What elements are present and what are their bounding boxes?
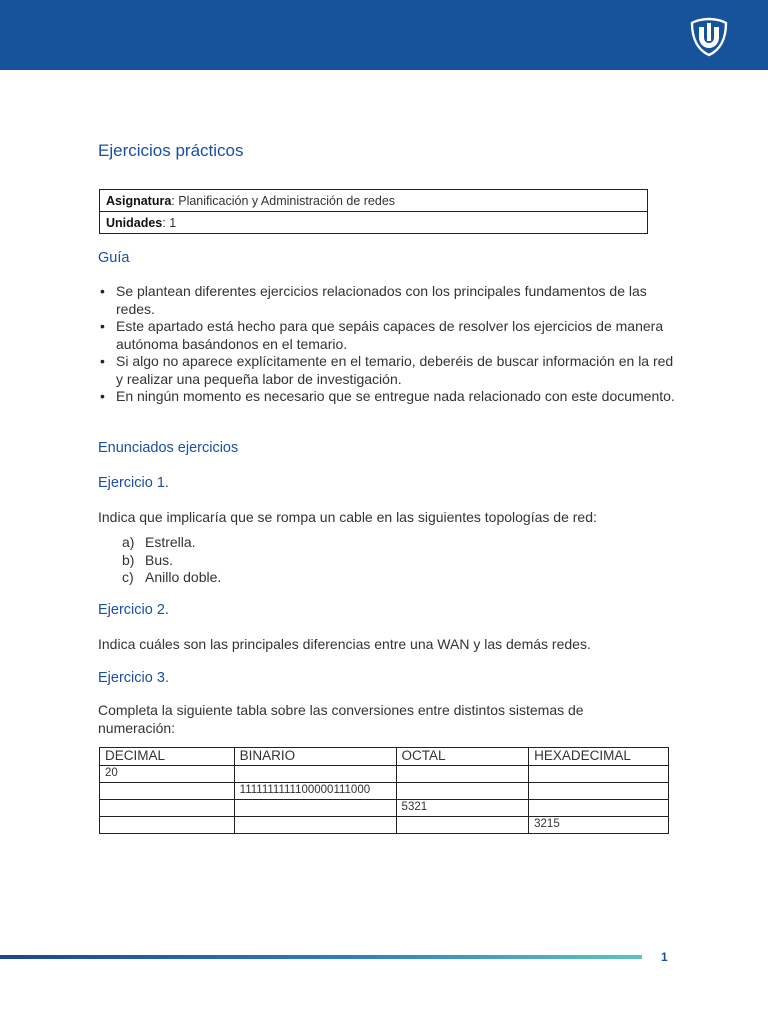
unidades-cell — [100, 212, 648, 234]
table-cell — [100, 800, 235, 817]
table-cell — [396, 817, 529, 834]
conversion-table — [99, 747, 669, 834]
list-item: • Se plantean diferentes ejercicios relacionados con los principales fundamentos de las redes. — [98, 283, 678, 318]
ejercicio-3-heading: Ejercicio 3. — [98, 670, 169, 686]
ejercicio-1-text: Indica que implicaría que se rompa un cable en las siguientes topologías de red: — [98, 509, 597, 525]
column-header-octal: OCTAL — [396, 748, 529, 766]
enunciados-heading: Enunciados ejercicios — [98, 440, 239, 456]
table-cell: 1111111111100000111000 — [234, 783, 396, 800]
list-item — [122, 552, 221, 570]
ejercicio-2-text: Indica cuáles son las principales diferencias entre una WAN y las demás redes. — [98, 636, 591, 652]
table-cell — [529, 766, 669, 783]
table-row — [100, 766, 669, 783]
asignatura-label: Asignatura — [106, 193, 172, 208]
table-cell — [396, 766, 529, 783]
unidades-label: Unidades — [106, 215, 163, 230]
table-row — [100, 800, 669, 817]
list-item — [122, 534, 221, 552]
table-header-row — [100, 748, 669, 766]
page-number: 1 — [661, 950, 668, 964]
list-item-text: Bus. — [145, 551, 174, 568]
list-marker: b) — [122, 551, 135, 568]
list-item: • En ningún momento es necesario que se entregue nada relacionado con este documento. — [98, 388, 678, 406]
shield-logo-icon — [690, 17, 728, 57]
list-item — [122, 569, 221, 587]
list-item-text: Anillo doble. — [145, 569, 222, 585]
ejercicio-1-list — [122, 534, 221, 587]
asignatura-cell — [100, 190, 648, 212]
table-row — [100, 783, 669, 800]
table-cell — [234, 817, 396, 834]
list-item-text: Estrella. — [145, 534, 196, 550]
table-row — [100, 212, 648, 234]
ejercicio-2-heading: Ejercicio 2. — [98, 602, 169, 618]
column-header-decimal: DECIMAL — [100, 748, 235, 766]
list-marker: c) — [122, 569, 134, 585]
column-header-binario: BINARIO — [234, 748, 396, 766]
column-header-hexadecimal: HEXADECIMAL — [529, 748, 669, 766]
table-cell: 20 — [100, 766, 235, 783]
table-cell — [396, 783, 529, 800]
subject-info-table — [99, 189, 648, 234]
table-cell — [234, 766, 396, 783]
page-title: Ejercicios prácticos — [98, 141, 244, 160]
table-cell — [100, 817, 235, 834]
table-cell: 5321 — [396, 800, 529, 817]
ejercicio-1-heading: Ejercicio 1. — [98, 475, 169, 491]
table-cell — [234, 800, 396, 817]
ejercicio-3-text: Completa la siguiente tabla sobre las conversiones entre distintos sistemas de numeración: — [98, 702, 584, 736]
list-item: • Si algo no aparece explícitamente en el temario, deberéis de buscar información en la red y realizar una pequeña labor de investigación. — [98, 353, 678, 388]
guia-heading: Guía — [98, 250, 130, 266]
unidades-value: : 1 — [162, 215, 177, 230]
table-row — [100, 817, 669, 834]
list-marker: a) — [122, 534, 135, 550]
table-cell — [529, 800, 669, 817]
table-cell — [100, 783, 235, 800]
table-cell — [529, 783, 669, 800]
asignatura-value: : Planificación y Administración de redes — [171, 193, 396, 208]
footer-divider — [0, 955, 642, 959]
header-bar — [0, 0, 768, 70]
guia-bullet-list — [98, 283, 678, 406]
list-item: • Este apartado está hecho para que sepáis capaces de resolver los ejercicios de manera autónoma basándonos en el temario. — [98, 318, 678, 353]
table-cell: 3215 — [529, 817, 669, 834]
table-row — [100, 190, 648, 212]
